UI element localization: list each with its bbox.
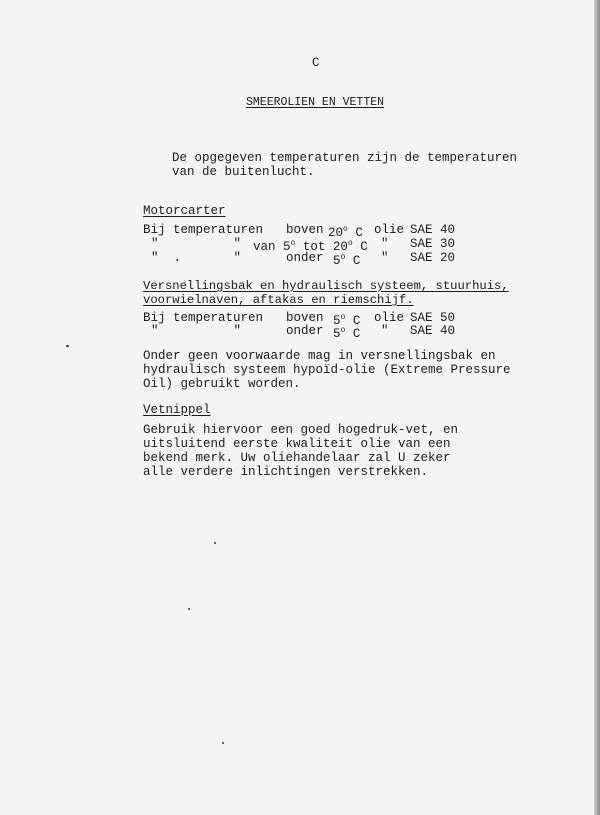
intro-line-1: De opgegeven temperaturen zijn de temperaturen xyxy=(172,151,518,165)
degree-mark: o xyxy=(340,253,346,262)
row-label: " " xyxy=(151,237,242,251)
row-label: Bij temperaturen xyxy=(143,311,264,325)
motorcarter-heading: Motorcarter xyxy=(143,204,226,218)
row-oil: " xyxy=(381,251,389,265)
note-line-1: Onder geen voorwaarde mag in versnellingsbak en xyxy=(143,349,496,363)
temp-value: 5 xyxy=(333,314,341,328)
temp-unit: C xyxy=(352,254,361,268)
row-sae: SAE 40 xyxy=(410,223,456,237)
scan-edge-shadow xyxy=(594,0,600,815)
temp-value: 20 xyxy=(328,226,344,240)
note-line-3: Oil) gebruikt worden. xyxy=(143,377,301,391)
temp-unit: C xyxy=(360,240,368,254)
row-oil: olie xyxy=(374,311,405,325)
page-letter: C xyxy=(312,56,320,70)
row-condition: onder xyxy=(286,324,324,338)
row-oil: olie xyxy=(374,223,405,237)
row-condition: boven xyxy=(286,311,324,325)
degree-mark: o xyxy=(340,313,346,322)
note-line-2: hydraulisch systeem hypoïd-olie (Extreme Pressure xyxy=(143,363,511,377)
row-temperature xyxy=(333,251,360,268)
row-label: Bij temperaturen xyxy=(143,223,264,237)
scan-speck xyxy=(66,345,69,347)
vetnippel-heading: Vetnippel xyxy=(143,403,211,417)
vetnippel-line-2: uitsluitend eerste kwaliteit olie van een xyxy=(143,437,451,451)
versnellingsbak-heading-line-2: voorwielnaven, aftakas en riemschijf. xyxy=(143,293,414,307)
temp-unit: C xyxy=(352,314,361,328)
degree-mark: o xyxy=(343,225,348,234)
scan-speck xyxy=(214,542,216,544)
row-oil: " xyxy=(381,237,389,251)
vetnippel-line-4: alle verdere inlichtingen verstrekken. xyxy=(143,465,429,479)
row-condition: boven xyxy=(286,223,324,237)
page-title: SMEEROLIEN EN VETTEN xyxy=(246,96,385,109)
intro-line-2: van de buitenlucht. xyxy=(172,165,315,179)
scan-speck xyxy=(188,608,190,610)
cond-tot: tot xyxy=(302,240,326,254)
temp-from: 5 xyxy=(283,240,291,254)
row-sae: SAE 40 xyxy=(410,324,456,338)
row-condition: onder xyxy=(286,251,324,265)
degree-mark: o xyxy=(290,239,296,248)
row-label: " . " xyxy=(151,251,242,265)
temp-unit: C xyxy=(355,226,363,240)
row-temperature xyxy=(333,324,360,341)
temp-value: 5 xyxy=(333,254,341,268)
vetnippel-line-1: Gebruik hiervoor een goed hogedruk-vet, en xyxy=(143,423,459,437)
temp-value: 20 xyxy=(332,240,348,254)
cond-van: van xyxy=(253,240,276,254)
row-sae: SAE 30 xyxy=(410,237,456,251)
row-sae: SAE 20 xyxy=(410,251,456,265)
row-sae: SAE 50 xyxy=(410,311,456,325)
degree-mark: o xyxy=(347,239,353,248)
degree-mark: o xyxy=(340,326,346,335)
temp-unit: C xyxy=(352,327,361,341)
row-oil: " xyxy=(381,324,389,338)
row-label: " " xyxy=(151,324,242,338)
vetnippel-line-3: bekend merk. Uw oliehandelaar zal U zeker xyxy=(143,451,451,465)
scan-speck xyxy=(222,742,224,744)
temp-value: 5 xyxy=(333,327,341,341)
versnellingsbak-heading-line-1: Versnellingsbak en hydraulisch systeem, stuurhuis, xyxy=(143,279,509,293)
